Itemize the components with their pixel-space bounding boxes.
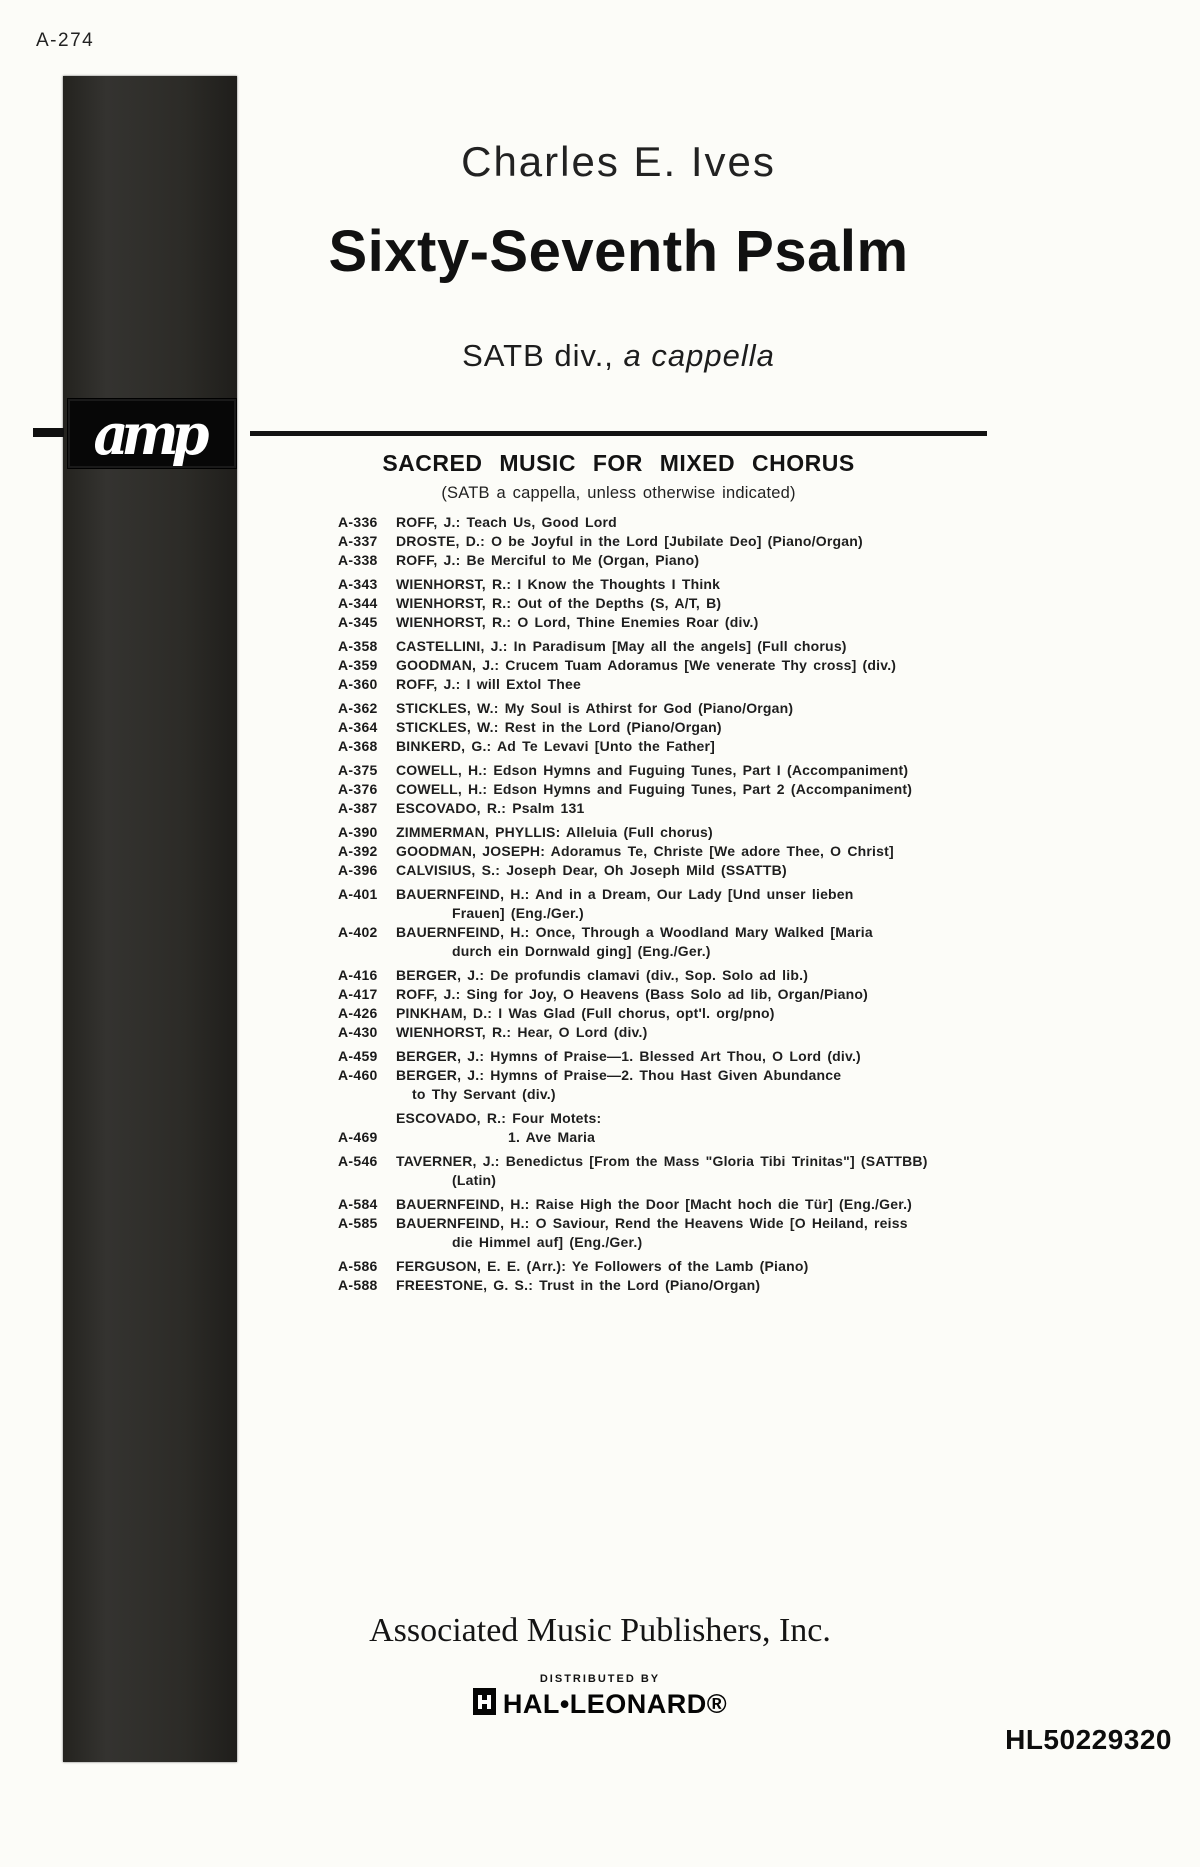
catalog-item-text: WIENHORST, R.: Hear, O Lord (div.) [396,1024,648,1040]
catalog-item [338,675,974,694]
catalog-item [338,532,974,551]
catalog-item-number: A-416 [338,967,378,983]
catalog-item [338,885,974,923]
catalog-item-text: STICKLES, W.: Rest in the Lord (Piano/Organ) [396,719,722,735]
catalog-item-number: A-337 [338,533,378,549]
hal-leonard-wordmark: HAL•LEONARD® [502,1688,728,1719]
catalog-item [338,1109,974,1128]
distributed-by-label: DISTRIBUTED BY [539,1673,661,1685]
catalog-item [338,799,974,818]
voicing-line [250,338,987,374]
catalog-item-text: GOODMAN, J.: Crucem Tuam Adoramus [We venerate Thy cross] (div.) [396,657,897,673]
catalog-item-number: A-402 [338,924,378,940]
catalog-item-text: BAUERNFEIND, H.: O Saviour, Rend the Heavens Wide [O Heiland, reiss die Himmel auf] (Eng./Ger.) [396,1215,908,1250]
catalog-item-text: DROSTE, D.: O be Joyful in the Lord [Jubilate Deo] (Piano/Organ) [396,533,863,549]
composer-name: Charles E. Ives [461,138,776,185]
catalog-item-number: A-585 [338,1215,378,1231]
catalog-item [338,1023,974,1042]
work-title: Sixty-Seventh Psalm [328,219,909,284]
catalog-item [338,1276,974,1295]
catalog-item-text: COWELL, H.: Edson Hymns and Fuguing Tunes, Part I (Accompaniment) [396,762,909,778]
catalog-number: A-274 [36,30,95,51]
catalog-item [338,1257,974,1276]
amp-logo-text: amp [93,399,203,468]
catalog-item-number: A-375 [338,762,378,778]
catalog-item-text: FERGUSON, E. E. (Arr.): Ye Followers of the Lamb (Piano) [396,1258,809,1274]
catalog-item-number: A-459 [338,1048,378,1064]
catalog-item [338,823,974,842]
catalog-item [338,737,974,756]
catalog-item-text: BERGER, J.: Hymns of Praise—2. Thou Hast Given Abundance to Thy Servant (div.) [396,1067,842,1102]
catalog-item-number: A-584 [338,1196,378,1212]
catalog-item-text: COWELL, H.: Edson Hymns and Fuguing Tunes, Part 2 (Accompaniment) [396,781,913,797]
catalog-item-text: WIENHORST, R.: O Lord, Thine Enemies Roar (div.) [396,614,759,630]
catalog-item [338,718,974,737]
catalog-item-number: A-430 [338,1024,378,1040]
catalog-item-text: GOODMAN, JOSEPH: Adoramus Te, Christe [We adore Thee, O Christ] [396,843,894,859]
catalog-item-number: A-336 [338,514,378,530]
catalog-item-number: A-586 [338,1258,378,1274]
catalog-item [338,861,974,880]
catalog-subheading: (SATB a cappella, unless otherwise indicated) [441,484,796,502]
horizontal-rule [250,431,987,436]
catalog-item-text: CASTELLINI, J.: In Paradisum [May all the angels] (Full chorus) [396,638,847,654]
catalog-item-text: ROFF, J.: Sing for Joy, O Heavens (Bass Solo ad lib, Organ/Piano) [396,986,868,1002]
catalog-item-number: A-469 [338,1129,378,1145]
catalog-item [338,966,974,985]
catalog-item-number: A-344 [338,595,378,611]
catalog-item-text: ROFF, J.: Be Merciful to Me (Organ, Piano) [396,552,700,568]
publisher-name: Associated Music Publishers, Inc. [369,1612,831,1649]
catalog-item-text: TAVERNER, J.: Benedictus [From the Mass "Gloria Tibi Trinitas"] (SATTBB) (Latin) [396,1153,928,1188]
catalog-item-text: BAUERNFEIND, H.: And in a Dream, Our Lady [Und unser lieben Frauen] (Eng./Ger.) [396,886,854,921]
catalog-item [338,575,974,594]
catalog-item-text: 1. Ave Maria [508,1129,596,1145]
catalog-item-number: A-343 [338,576,378,592]
catalog-item-text: ROFF, J.: I will Extol Thee [396,676,581,692]
catalog-item [338,613,974,632]
catalog-item [338,842,974,861]
hal-leonard-icon [473,1688,496,1720]
catalog-item-text: ROFF, J.: Teach Us, Good Lord [396,514,617,530]
catalog-item [338,1004,974,1023]
catalog-item-number: A-426 [338,1005,378,1021]
catalog-item [338,780,974,799]
catalog-item-text: PINKHAM, D.: I Was Glad (Full chorus, opt'l. org/pno) [396,1005,775,1021]
catalog-item-number: A-401 [338,886,378,902]
catalog-item-number: A-588 [338,1277,378,1293]
plate-number: HL50229320 [1005,1724,1172,1755]
catalog-item-text: WIENHORST, R.: Out of the Depths (S, A/T, B) [396,595,722,611]
catalog-item [338,551,974,570]
catalog-item-number: A-392 [338,843,378,859]
catalog-item-number: A-376 [338,781,378,797]
catalog-item [338,656,974,675]
catalog-item-text: WIENHORST, R.: I Know the Thoughts I Think [396,576,721,592]
left-decorative-bar [63,76,237,1762]
catalog-item [338,637,974,656]
catalog-item [338,985,974,1004]
catalog-item-number: A-368 [338,738,378,754]
catalog-item-text: BINKERD, G.: Ad Te Levavi [Unto the Father] [396,738,715,754]
catalog-list [338,513,974,1295]
catalog-item-text: STICKLES, W.: My Soul is Athirst for God (Piano/Organ) [396,700,794,716]
voicing-italic: a cappella [623,338,775,373]
catalog-item-text: BERGER, J.: De profundis clamavi (div., Sop. Solo ad lib.) [396,967,809,983]
catalog-item [338,1152,974,1190]
catalog-item [338,1128,974,1147]
catalog-item-number: A-546 [338,1153,378,1169]
catalog-item-number: A-362 [338,700,378,716]
catalog-item-number: A-358 [338,638,378,654]
catalog-item [338,699,974,718]
catalog-item-text: ESCOVADO, R.: Four Motets: [396,1110,602,1126]
amp-logo [67,398,237,469]
catalog-heading: SACRED MUSIC FOR MIXED CHORUS [382,450,855,476]
left-tick-mark [33,428,64,437]
catalog-item-number: A-359 [338,657,378,673]
catalog-item [338,594,974,613]
catalog-item [338,1047,974,1066]
catalog-item-number: A-417 [338,986,378,1002]
catalog-item-text: ZIMMERMAN, PHYLLIS: Alleluia (Full chorus) [396,824,713,840]
catalog-item-text: BAUERNFEIND, H.: Once, Through a Woodland Mary Walked [Maria durch ein Dornwald ging] (Eng./Ger.) [396,924,873,959]
catalog-item-number: A-360 [338,676,378,692]
catalog-item-number: A-390 [338,824,378,840]
catalog-item-number: A-345 [338,614,378,630]
catalog-item [338,1214,974,1252]
catalog-item [338,513,974,532]
catalog-item-number: A-460 [338,1067,378,1083]
catalog-item-number: A-364 [338,719,378,735]
catalog-item [338,923,974,961]
catalog-item-text: ESCOVADO, R.: Psalm 131 [396,800,585,816]
catalog-item-number: A-338 [338,552,378,568]
catalog-item-text: BAUERNFEIND, H.: Raise High the Door [Macht hoch die Tür] (Eng./Ger.) [396,1196,913,1212]
catalog-item [338,761,974,780]
catalog-item-number: A-396 [338,862,378,878]
catalog-item-text: BERGER, J.: Hymns of Praise—1. Blessed Art Thou, O Lord (div.) [396,1048,861,1064]
catalog-item-text: FREESTONE, G. S.: Trust in the Lord (Piano/Organ) [396,1277,761,1293]
distributor-logo-row [0,1688,1200,1720]
voicing-plain: SATB div., [462,338,624,373]
catalog-item [338,1066,974,1104]
catalog-item-text: CALVISIUS, S.: Joseph Dear, Oh Joseph Mild (SSATTB) [396,862,787,878]
catalog-item-number: A-387 [338,800,378,816]
catalog-item [338,1195,974,1214]
